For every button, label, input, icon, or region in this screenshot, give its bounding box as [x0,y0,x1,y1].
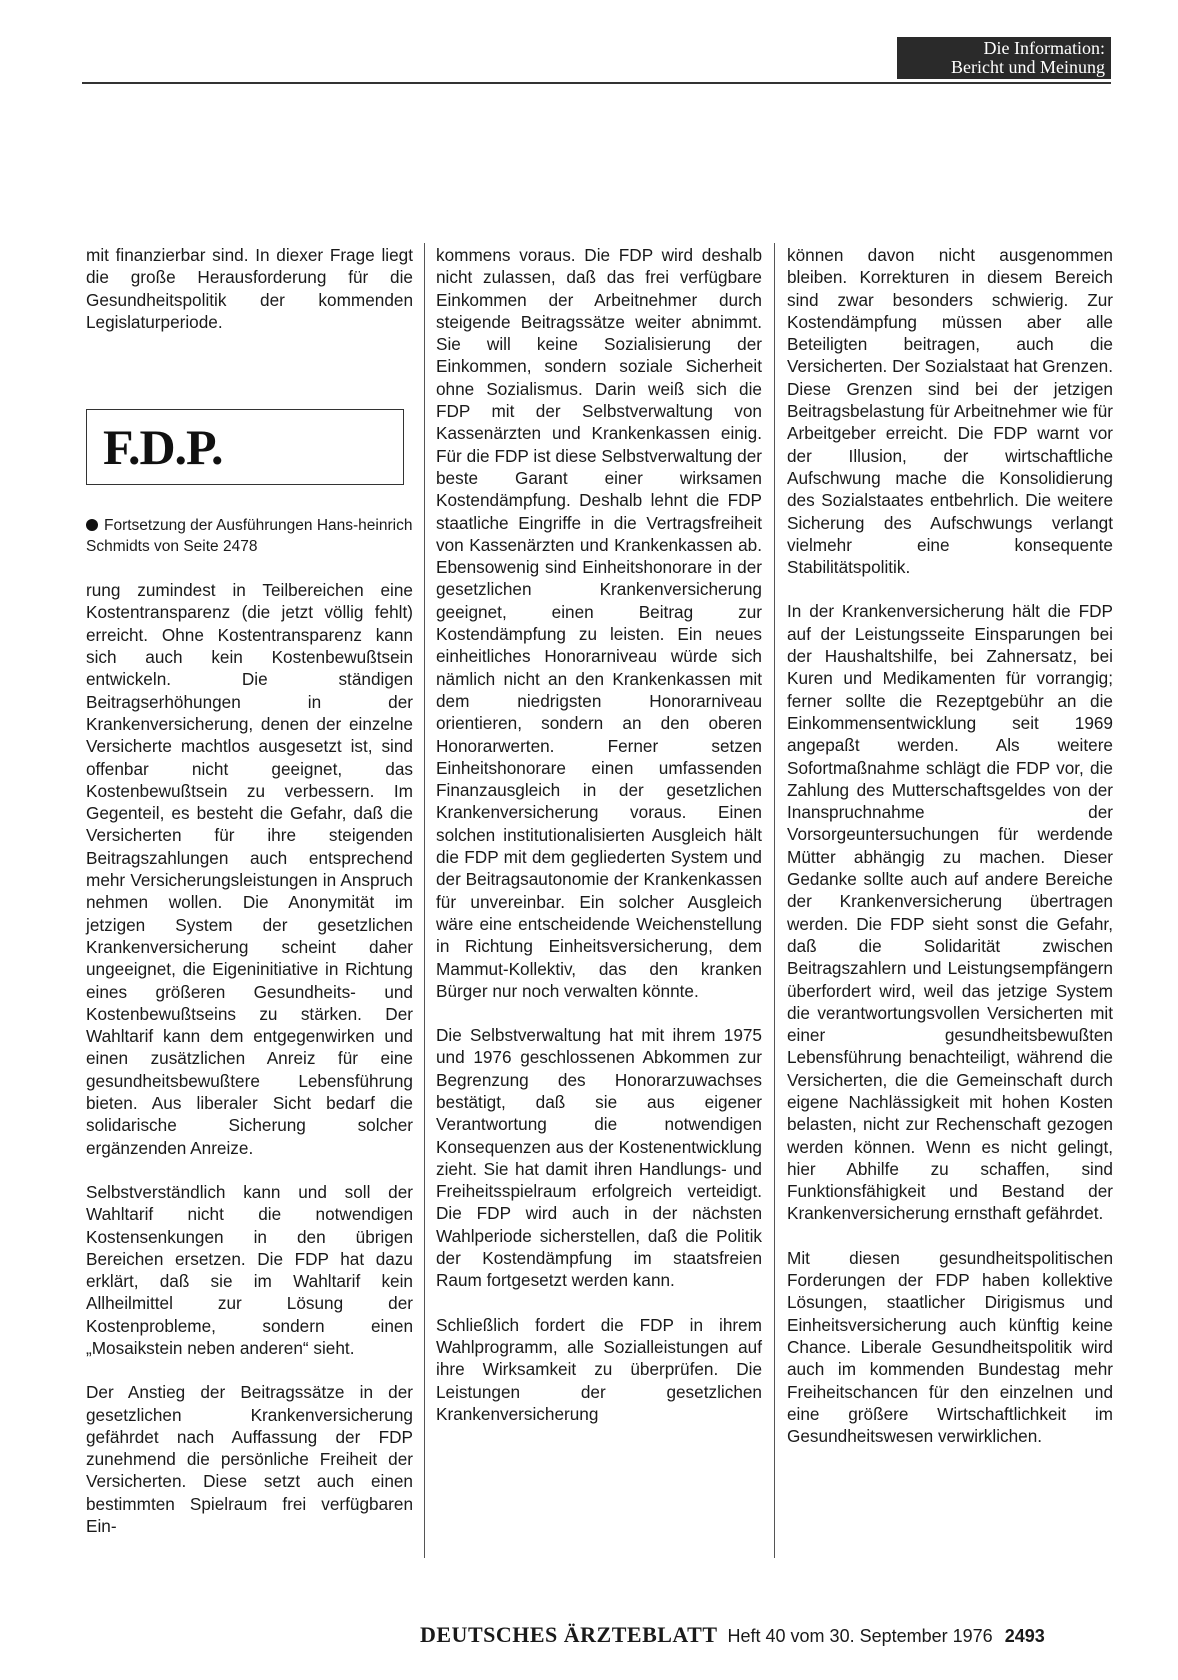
continuation-note [86,515,413,557]
party-logo-box [86,409,404,485]
bullet-icon [86,519,98,531]
paragraph: Selbstverständlich kann und soll der Wahltarif nicht die notwendigen Kostensenkungen in den übrigen Bereichen ersetzen. Die FDP hat dazu erklärt, daß sie im Wahltarif kein Allheilmittel zur Lösung der Kostenprobleme, sondern einen „Mosaikstein neben anderen“ sieht. [86,1181,413,1358]
section-badge-line2: Bericht und Meinung [951,57,1105,77]
issue-info: Heft 40 vom 30. September 1976 [727,1626,993,1646]
paragraph: rung zumindest in Teilbereichen eine Kostentransparenz (die jetzt völlig fehlt) erreicht. Ohne Kostentransparenz kann sich auch kein Kostenbewußtsein entwickeln. Die ständigen Beitragserhöhungen in der Krankenversicherung, denen der einzelne Versicherte machtlos ausgesetzt ist, sind offenbar nicht geeignet, das Kostenbewußtsein zu verbessern. Im Gegenteil, es besteht die Gefahr, daß die Versicherten für ihre steigenden Beitragszahlungen auch entsprechend mehr Versicherungsleistungen in Anspruch nehmen wollen. Die Anonymität im jetzigen System der gesetzlichen Krankenversicherung scheint daher ungeeignet, die Eigeninitiative in Richtung eines größeren Gesundheits- und Kostenbewußtseins zu stärken. Der Wahltarif kann dem entgegenwirken und einen zusätzlichen Anreiz für eine gesundheitsbewußtere Lebensführung bieten. Aus liberaler Sicht bedarf die solidarische Sicherung solcher ergänzenden Anreize. [86,580,413,1158]
section-badge-line1: Die Information: [983,38,1105,58]
paragraph: können davon nicht ausgenommen bleiben. Korrekturen in diesem Bereich sind zwar besonders schwierig. Zur Kostendämpfung müssen aber alle Beteiligten beitragen, auch die Versicherten. Der Sozialstaat hat Grenzen. Diese Grenzen sind bei der jetzigen Beitragsbelastung für Arbeitnehmer wie für Arbeitgeber erreicht. Die FDP warnt vor der Illusion, der wirtschaftliche Aufschwung mache die Konsolidierung des Sozialstaates entbehrlich. Die weitere Sicherung des Aufschwungs verlangt vielmehr eine konsequente Stabilitätspolitik. [787,245,1113,578]
paragraph: kommens voraus. Die FDP wird deshalb nicht zulassen, daß das frei verfügbare Einkommen der Arbeitnehmer durch steigende Beitragssätze weiter abnimmt. Sie will keine Sozialisierung der Einkommen, sondern soziale Sicherheit ohne Sozialismus. Darin weiß sich die FDP mit der Selbstverwaltung von Kassenärzten und Krankenkassen einig. Für die FDP ist diese Selbstverwaltung der beste Garant einer wirksamen Kostendämpfung. Deshalb lehnt die FDP staatliche Eingriffe in die Vertragsfreiheit von Kassenärzten und Krankenkassen ab. Ebensowenig sind Einheitshonorare in der gesetzlichen Krankenversicherung geeignet, einen Beitrag zur Kostendämpfung zu leisten. Ein neues einheitliches Honorarniveau würde sich nämlich nicht an den Krankenkassen mit dem niedrigsten Honorarniveau orientieren, sondern an den oberen Honorarwerten. Ferner setzen Einheitshonorare einen umfassenden Finanzausgleich in der gesetzlichen Krankenversicherung voraus. Einen solchen institutionalisierten Ausgleich hält die FDP mit dem gegliederten System und der Beitragsautonomie der Krankenkassen für unvereinbar. Ein solcher Ausgleich wäre eine entscheidende Weichenstellung in Richtung Einheitsversicherung, dem Mammut-Kollektiv, das den kranken Bürger nur noch verwalten könnte. [436,245,762,1001]
article-column-1 [86,244,413,1559]
paragraph: Der Anstieg der Beitragssätze in der gesetzlichen Krankenversicherung gefährdet nach Auffassung der FDP zunehmend die persönliche Freiheit der Versicherten. Diese setzt auch einen bestimmten Spielraum frei verfügbaren Ein- [86,1382,413,1537]
paragraph: Die Selbstverwaltung hat mit ihrem 1975 und 1976 geschlossenen Abkommen zur Begrenzung des Honorarzuwachses bestätigt, daß sie aus eigener Verantwortung die notwendigen Konsequenzen aus der Kostenentwicklung zieht. Sie hat damit ihren Handlungs- und Freiheitsspielraum erfolgreich verteidigt. Die FDP wird auch in der nächsten Wahlperiode sicherstellen, daß die Politik der Kostendämpfung im staatsfreien Raum fortgesetzt werden kann. [436,1025,762,1291]
page-footer [420,1622,1112,1652]
paragraph: mit finanzierbar sind. In diexer Frage liegt die große Herausforderung für die Gesundheitspolitik der kommenden Legislaturperiode. [86,245,413,332]
fdp-logo: F.D.P. [103,419,223,476]
continuation-note-text: Fortsetzung der Ausführungen Hans-heinrich Schmidts von Seite 2478 [86,517,413,556]
paragraph: Schließlich fordert die FDP in ihrem Wahlprogramm, alle Sozialleistungen auf ihre Wirksamkeit zu überprüfen. Die Leistungen der gesetzlichen Krankenversicherung [436,1314,762,1424]
paragraph: Mit diesen gesundheitspolitischen Forderungen der FDP haben kollektive Lösungen, staatlicher Dirigismus und Einheitsversicherung auch künftig keine Chance. Liberale Gesundheitspolitik wird auch im kommenden Bundestag mehr Freiheitschancen für den einzelnen und eine größere Wirtschaftlichkeit im Gesundheitswesen verwirklichen. [787,1247,1113,1447]
article-column-2 [436,244,762,1447]
article-column-3 [787,244,1113,1469]
column-divider-1 [424,243,425,1558]
section-badge [897,37,1111,79]
column-divider-2 [774,243,775,1558]
journal-name: DEUTSCHES ÄRZTEBLATT [420,1622,718,1647]
header-rule [82,82,1111,84]
page-number: 2493 [1004,1626,1045,1646]
paragraph: In der Krankenversicherung hält die FDP auf der Leistungsseite Einsparungen bei der Haushaltshilfe, bei Zahnersatz, bei Kuren und Medikamenten für vorrangig; ferner sollte die Rezeptgebühr an die Einkommensentwicklung seit 1969 angepaßt werden. Als weitere Sofortmaßnahme schlägt die FDP vor, die Zahlung des Mutterschaftsgeldes von der Inanspruchnahme der Vorsorgeuntersuchungen für werdende Mütter abhängig zu machen. Dieser Gedanke sollte auch auf andere Bereiche der Krankenversicherung übertragen werden. Die FDP sieht sonst die Gefahr, daß die Solidarität zwischen Beitragszahlern und Leistungsempfängern überfordert wird, weil das jetzige System die verantwortungsvollen Versicherten mit einer gesundheitsbewußten Lebensführung benachteiligt, während die Versicherten, die die Gemeinschaft durch eigene Nachlässigkeit mit hohen Kosten belasten, nicht zur Rechenschaft gezogen werden können. Wenn es nicht gelingt, hier Abhilfe zu schaffen, sind Funktionsfähigkeit und Bestand der Krankenversicherung ernsthaft gefährdet. [787,601,1113,1224]
